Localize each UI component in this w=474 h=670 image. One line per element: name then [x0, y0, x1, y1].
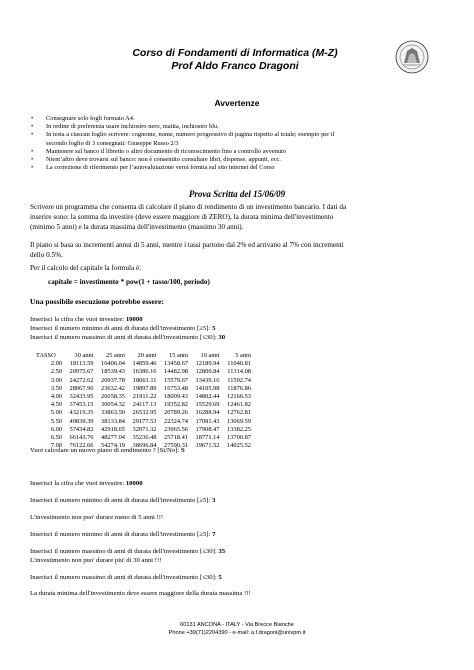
warnings-heading: Avvertenze [214, 98, 260, 108]
table-cell: 12762.81 [227, 409, 251, 417]
table-cell: 3.00 [50, 376, 62, 384]
table-cell: 19352.82 [164, 401, 188, 409]
formula: capitale = investimento * pow(1 + tasso/100, periodo) [48, 278, 210, 286]
table-cell: 14802.44 [195, 392, 220, 400]
execution-heading: Una possibile esecuzione potrebbe essere: [30, 297, 164, 306]
table-cell: 2.50 [50, 368, 62, 376]
table-cell: 25718.41 [164, 433, 188, 441]
university-seal-icon [395, 39, 429, 75]
table-cell: 27590.31 [164, 442, 188, 450]
table-cell: 12166.53 [227, 392, 251, 400]
error-line: L'investimento non puo' durare meno di 5 anni !!! [30, 514, 164, 521]
table-cell: 14025.52 [227, 442, 251, 450]
table-cell: 38696.84 [132, 442, 157, 450]
table-cell: 16386.16 [132, 368, 157, 376]
table-cell: 22324.74 [164, 417, 188, 425]
table-cell: 4.00 [50, 392, 62, 400]
table-row [36, 409, 251, 417]
table-cell: 42918.65 [101, 425, 125, 433]
table-cell: 12800.84 [195, 368, 220, 376]
warning-item: • Consegnare solo fogli formato A4. [31, 115, 135, 122]
table-cell: 26658.35 [101, 392, 125, 400]
table-row [36, 434, 251, 442]
table-cell: 20937.78 [101, 376, 125, 384]
table-header-cell: 10 anni [200, 352, 220, 359]
table-cell: 16288.94 [195, 409, 220, 417]
io-line: Inserisci il numero massimo di anni di durata dell'investimento [≤30]: 35 [30, 548, 226, 555]
table-header-cell: TASSO [36, 352, 56, 359]
table-cell: 18061.11 [132, 376, 157, 384]
table-cell: 6.50 [50, 433, 62, 441]
professor-name: Prof Aldo Franco Dragoni [171, 60, 299, 72]
table-cell: 14859.46 [132, 360, 157, 368]
table-cell: 11876.86 [227, 384, 251, 392]
warning-item: • Nient’altro deve trovarsi sul banco: non è consentito consultare libri, dispense, appunti, ecc. [31, 156, 281, 164]
exam-description [30, 203, 450, 232]
error-line: L'investimento non puo' durare piu' di 30 anni !!! [30, 557, 162, 564]
table-cell: 5.50 [50, 417, 62, 425]
table-row [36, 385, 251, 393]
table-cell: 12189.94 [195, 360, 220, 368]
table-cell: 57434.82 [69, 425, 94, 433]
table-cell: 38133.84 [101, 417, 125, 425]
table-cell: 26532.95 [132, 409, 157, 417]
table-cell: 29177.53 [132, 417, 157, 425]
table-header-cell: 20 anni [137, 352, 157, 359]
io-line: Vuoi calcolare un nuovo piano di rendimento ? [Si/No]: S [30, 447, 185, 454]
table-cell: 18113.59 [69, 360, 94, 368]
table-cell: 23632.42 [101, 384, 125, 392]
description-line: dello 0.5%. [30, 250, 63, 259]
table-cell: 13382.25 [227, 425, 251, 433]
table-cell: 37453.15 [69, 401, 94, 409]
table-row [36, 393, 251, 401]
table-header-cell: 15 anni [169, 352, 188, 359]
table-cell: 11314.08 [227, 368, 251, 376]
table-row [36, 377, 251, 385]
table-cell: 15529.69 [195, 401, 220, 409]
exam-title: Prova Scritta del 15/06/09 [188, 189, 286, 199]
table-cell: 33863.50 [101, 409, 125, 417]
table-cell: 20789.26 [164, 409, 188, 417]
table-row [36, 401, 251, 409]
table-cell: 24117.13 [132, 401, 157, 409]
table-cell: 18771.14 [195, 433, 220, 441]
description-line: inserire sono: la somma da investire (deve essere maggiore di ZERO), la durata minima dell'investimento [30, 212, 334, 221]
table-cell: 13700.87 [227, 433, 251, 441]
table-cell: 13439.16 [195, 376, 220, 384]
table-header-cell: 30 anni [74, 352, 94, 359]
table-header-row [36, 352, 251, 360]
table-cell: 2.00 [50, 360, 62, 368]
table-cell: 14105.98 [195, 384, 220, 392]
table-cell: 30054.32 [101, 401, 125, 409]
table-cell: 6.00 [50, 425, 62, 433]
table-cell: 66143.76 [69, 433, 94, 441]
table-cell: 32433.95 [69, 392, 94, 400]
table-cell: 19671.52 [195, 442, 220, 450]
warning-item: • Mantenere sul banco il libretto o altro documento di riconoscimento fino a controllo avvenuto [31, 147, 287, 155]
description-line: Scrivere un programma che consenta di calcolare il piano di rendimento di un investimento bancario. I dati da [30, 203, 347, 211]
table-cell: 43219.35 [69, 409, 94, 417]
table-row [36, 418, 251, 426]
course-title: Corso di Fondamenti di Informatica (M-Z) [132, 47, 338, 59]
table-cell: 19897.89 [132, 384, 157, 392]
table-cell: 24272.62 [69, 376, 94, 384]
table-cell: 3.50 [50, 384, 62, 392]
table-cell: 18009.43 [164, 392, 188, 400]
table-cell: 28067.90 [69, 384, 94, 392]
table-cell: 48277.04 [101, 433, 125, 441]
io-line: Inserisci la cifra che vuoi investire: 10000 [30, 480, 143, 487]
formula-intro: Per il calcolo del capitale la formula è: [30, 264, 142, 272]
table-cell: 20975.67 [69, 368, 94, 376]
table-cell: 5.00 [50, 409, 62, 417]
error-line: La durata minima dell'investimento deve essere maggiore della durata massima !!! [30, 590, 251, 597]
footer-address: 60131 ANCONA - ITALY - Via Brecce Bianche [180, 622, 294, 628]
description-line: Il piano si basa su incrementi annui di 5 anni, mentre i tassi partono dal 2% ed arrivano al 7% con incrementi [30, 241, 344, 249]
table-header-cell: 5 anni [235, 352, 251, 359]
io-line: Inserisci il numero minimo di anni di durata dell'investimento [≥5]: 5 [30, 325, 216, 332]
table-cell: 13458.67 [164, 360, 188, 368]
table-cell: 16753.48 [164, 384, 188, 392]
io-line: Inserisci la cifra che vuoi investire: 10000 [30, 316, 143, 323]
table-cell: 12461.82 [227, 401, 251, 409]
table-cell: 11592.74 [227, 376, 251, 384]
table-cell: 17908.47 [195, 425, 220, 433]
table-cell: 18539.43 [101, 368, 125, 376]
table-header-cell: 25 anni [106, 352, 125, 359]
table-cell: 49839.39 [69, 417, 94, 425]
table-cell: 17081.43 [195, 417, 220, 425]
table-cell: 13069.59 [227, 417, 251, 425]
warning-item: • In ordine di preferenza usare inchiostro nero, matita, inchiostro blu. [31, 123, 219, 131]
warning-item: • La correzione di riferimento per l’autovalutazione verrà fornita sul sito internet del Corso [31, 164, 275, 172]
table-cell: 11040.81 [227, 360, 251, 368]
warning-item-continuation: secondo foglio di 3 consegnati: Giuseppe Russo 2/3 [46, 139, 179, 147]
rates-description [30, 241, 450, 261]
table-cell: 54274.19 [101, 442, 125, 450]
table-cell: 15579.67 [164, 376, 188, 384]
table-row [36, 426, 251, 434]
warnings-list [30, 115, 450, 172]
yield-table [36, 352, 251, 450]
table-cell: 14482.98 [164, 368, 188, 376]
footer-contact: Phone +39(71)2204390 - e-mail: a.f.dragoni@univpm.it [168, 630, 306, 636]
description-line: (minimo 5 anni) e la durata massima dell'investimento (massimo 30 anni). [30, 222, 244, 231]
table-cell: 35236.48 [132, 433, 157, 441]
io-line: Inserisci il numero minimo di anni di durata dell'investimento [≥5]: 3 [30, 497, 216, 504]
warning-item: • In testa a ciascun foglio scrivere: cognome, nome, numero progressivo di pagina rispetto al totale; esempio per il [31, 131, 335, 139]
table-cell: 7.00 [50, 442, 62, 450]
table-cell: 16406.04 [101, 360, 125, 368]
table-cell: 32071.32 [132, 425, 157, 433]
table-row [36, 360, 251, 368]
table-cell: 76122.66 [69, 442, 94, 450]
io-line: Inserisci il numero massimo di anni di durata dell'investimento [≤30]: 30 [30, 334, 226, 341]
table-cell: 4.50 [50, 401, 62, 409]
table-row [36, 368, 251, 376]
io-line: Inserisci il numero massimo di anni di durata dell'investimento [≤30]: 5 [30, 574, 222, 581]
table-cell: 23965.56 [164, 425, 188, 433]
table-cell: 21911.22 [132, 392, 157, 400]
io-line: Inserisci il numero minimo di anni di durata dell'investimento [≥5]: 7 [30, 531, 216, 538]
